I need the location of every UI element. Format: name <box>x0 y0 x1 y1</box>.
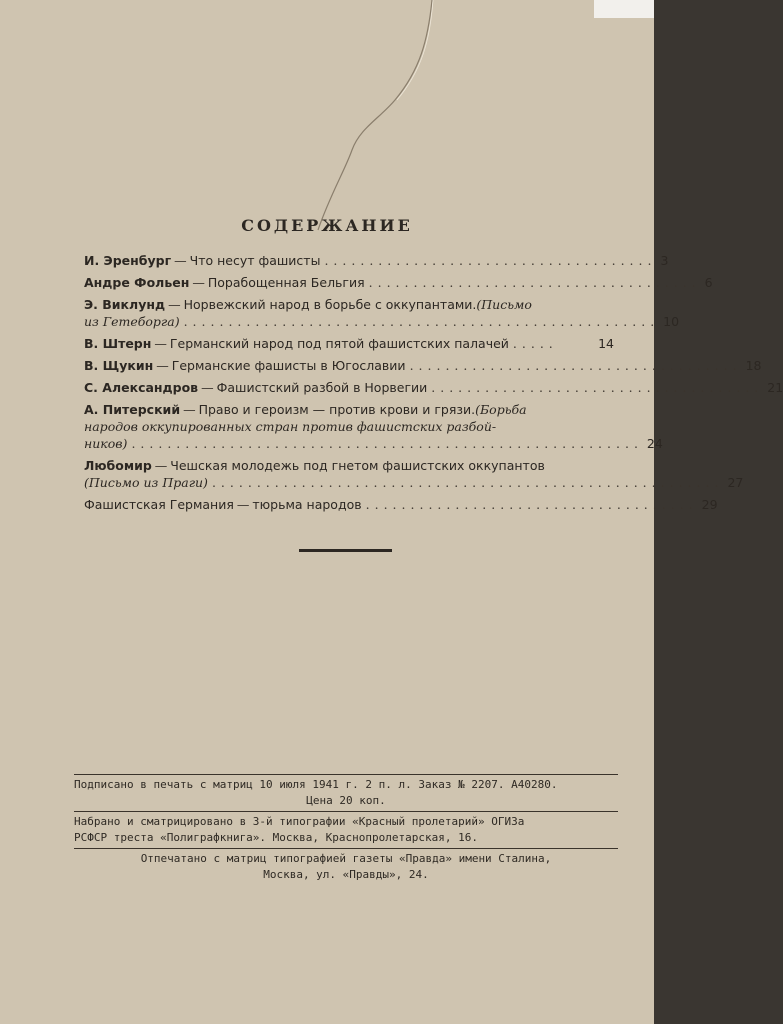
imprint-line: Отпечатано с матриц типографией газеты «Правда» имени Сталина, <box>140 852 552 865</box>
imprint-rule <box>74 848 618 849</box>
imprint-line: Набрано и сматрицировано в 3-й типографии «Красный пролетарий» ОГИЗа <box>74 815 525 828</box>
entry-page: 3 <box>660 253 669 268</box>
entry-author: Э. Виклунд <box>84 297 166 312</box>
imprint-rule <box>74 774 618 775</box>
entry-page: 21 <box>767 380 783 395</box>
entry-title: Германские фашисты в Югославии <box>171 358 406 373</box>
entry-page: 6 <box>704 275 713 290</box>
entry-author: В. Щукин <box>84 358 154 373</box>
entry-page: 10 <box>663 314 680 329</box>
entry-page: 24 <box>646 436 663 451</box>
entry-title: Что несут фашисты <box>189 253 321 268</box>
entry-title: Фашистский разбой в Норвегии <box>216 380 428 395</box>
entry-title: Норвежский народ в борьбе с оккупантами. <box>183 297 477 312</box>
entry-subtitle: (Письмо <box>476 297 532 312</box>
entry-title: тюрьма народов <box>252 497 362 512</box>
toc-entry: Любомир — Чешская молодежь под гнетом фашистских оккупантов (Письмо из Праги) ......................................................... 27 <box>84 458 744 490</box>
toc-entry: В. Штерн — Германский народ под пятой фашистских палачей ..... 14 <box>84 336 614 351</box>
imprint-line: Подписано в печать с матриц 10 июля 1941 г. 2 п. л. Заказ № 2207. А40280. <box>74 778 558 791</box>
imprint-price: Цена 20 коп. <box>306 794 386 807</box>
toc-entry: В. Щукин — Германские фашисты в Югославии ..................................... 18 <box>84 358 762 373</box>
entry-subtitle-cont: народов оккупированных стран против фашистских разбой- <box>84 419 497 434</box>
entry-page: 27 <box>727 475 744 490</box>
imprint-block <box>74 772 618 883</box>
toc-entry: Андре Фольен — Порабощенная Бельгия ..................................... 6 <box>84 275 713 290</box>
entry-page: 29 <box>701 497 718 512</box>
toc-entry: А. Питерский — Право и героизм — против крови и грязи. (Борьба народов оккупированных стран против фашистских разбой- ников) ......................................................... 24 <box>84 402 663 451</box>
toc-entry: С. Александров — Фашистский разбой в Норвегии ..................................... 21 <box>84 380 783 395</box>
entry-title: Право и героизм — против крови и грязи. <box>198 402 476 417</box>
entry-subtitle: (Борьба <box>475 402 527 417</box>
entry-author: В. Штерн <box>84 336 152 351</box>
toc-entry: Фашистская Германия — тюрьма народов ..................................... 29 <box>84 497 718 512</box>
section-divider <box>299 549 392 552</box>
entry-title: Германский народ под пятой фашистских палачей <box>169 336 509 351</box>
entry-page: 14 <box>598 336 614 351</box>
imprint-rule <box>74 811 618 812</box>
entry-subtitle-cont: ников) <box>84 436 128 451</box>
entry-author: Фашистская Германия <box>84 497 234 512</box>
imprint-line: РСФСР треста «Полиграфкнига». Москва, Краснопролетарская, 16. <box>74 831 478 844</box>
entry-author: С. Александров <box>84 380 199 395</box>
entry-author: Любомир <box>84 458 152 473</box>
toc-entry: И. Эренбург — Что несут фашисты ..................................... 3 <box>84 253 669 268</box>
entry-author: Андре Фольен <box>84 275 190 290</box>
entry-title: Чешская молодежь под гнетом фашистских оккупантов <box>170 458 545 473</box>
entry-author: А. Питерский <box>84 402 181 417</box>
toc-entry: Э. Виклунд — Норвежский народ в борьбе с оккупантами. (Письмо из Гетеборга) ..................................................... 10 <box>84 297 680 329</box>
entry-author: И. Эренбург <box>84 253 172 268</box>
entry-subtitle-cont: (Письмо из Праги) <box>84 475 208 490</box>
toc-heading: СОДЕРЖАНИЕ <box>241 216 413 235</box>
table-of-contents <box>84 252 783 518</box>
imprint-line: Москва, ул. «Правды», 24. <box>263 868 429 881</box>
entry-page: 18 <box>745 358 762 373</box>
entry-title: Порабощенная Бельгия <box>207 275 365 290</box>
entry-subtitle-cont: из Гетеборга) <box>84 314 180 329</box>
